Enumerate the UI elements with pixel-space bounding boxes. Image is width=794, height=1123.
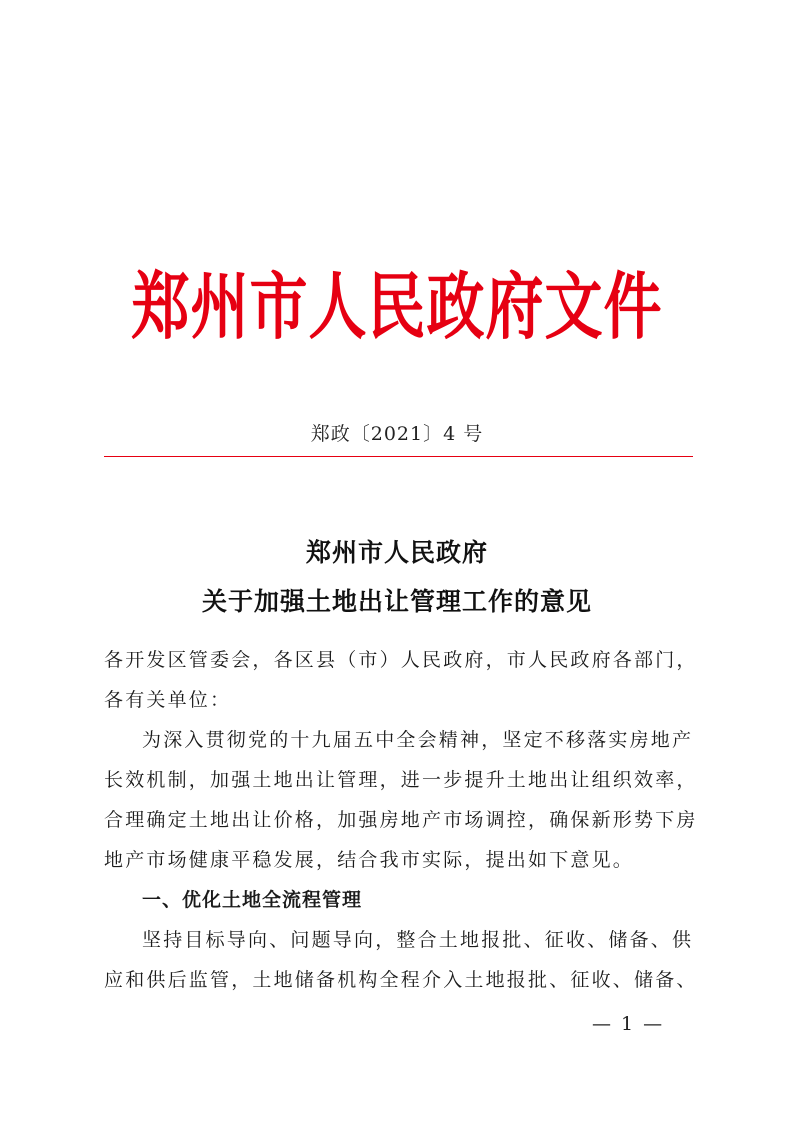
document-masthead: 郑州市人民政府文件 [131, 264, 663, 350]
addressee-line-1: 各开发区管委会，各区县（市）人民政府，市人民政府各部门， [104, 649, 698, 671]
document-body [104, 640, 698, 1000]
document-title-line-2: 关于加强土地出让管理工作的意见 [201, 587, 592, 616]
section-1-heading: 一、优化土地全流程管理 [142, 889, 363, 911]
section-1-paragraph-line-2: 应和供后监管，土地储备机构全程介入土地报批、征收、储备、 [104, 969, 698, 991]
addressee-line-2: 各有关单位： [104, 689, 232, 711]
intro-paragraph-line-3: 合理确定土地出让价格，加强房地产市场调控，确保新形势下房 [104, 809, 698, 831]
intro-paragraph-line-1: 为深入贯彻党的十九届五中全会精神，坚定不移落实房地产 [142, 729, 694, 751]
intro-paragraph-line-4: 地产市场健康平稳发展，结合我市实际，提出如下意见。 [104, 849, 635, 871]
section-1-paragraph-line-1: 坚持目标导向、问题导向，整合土地报批、征收、储备、供 [142, 929, 694, 951]
page-number: — 1 — [592, 1013, 665, 1035]
document-title-line-1: 郑州市人民政府 [305, 538, 488, 567]
intro-paragraph-line-2: 长效机制，加强土地出让管理，进一步提升土地出让组织效率， [104, 769, 698, 791]
document-number: 郑政〔2021〕4 号 [310, 423, 484, 445]
red-separator-line [104, 456, 693, 457]
